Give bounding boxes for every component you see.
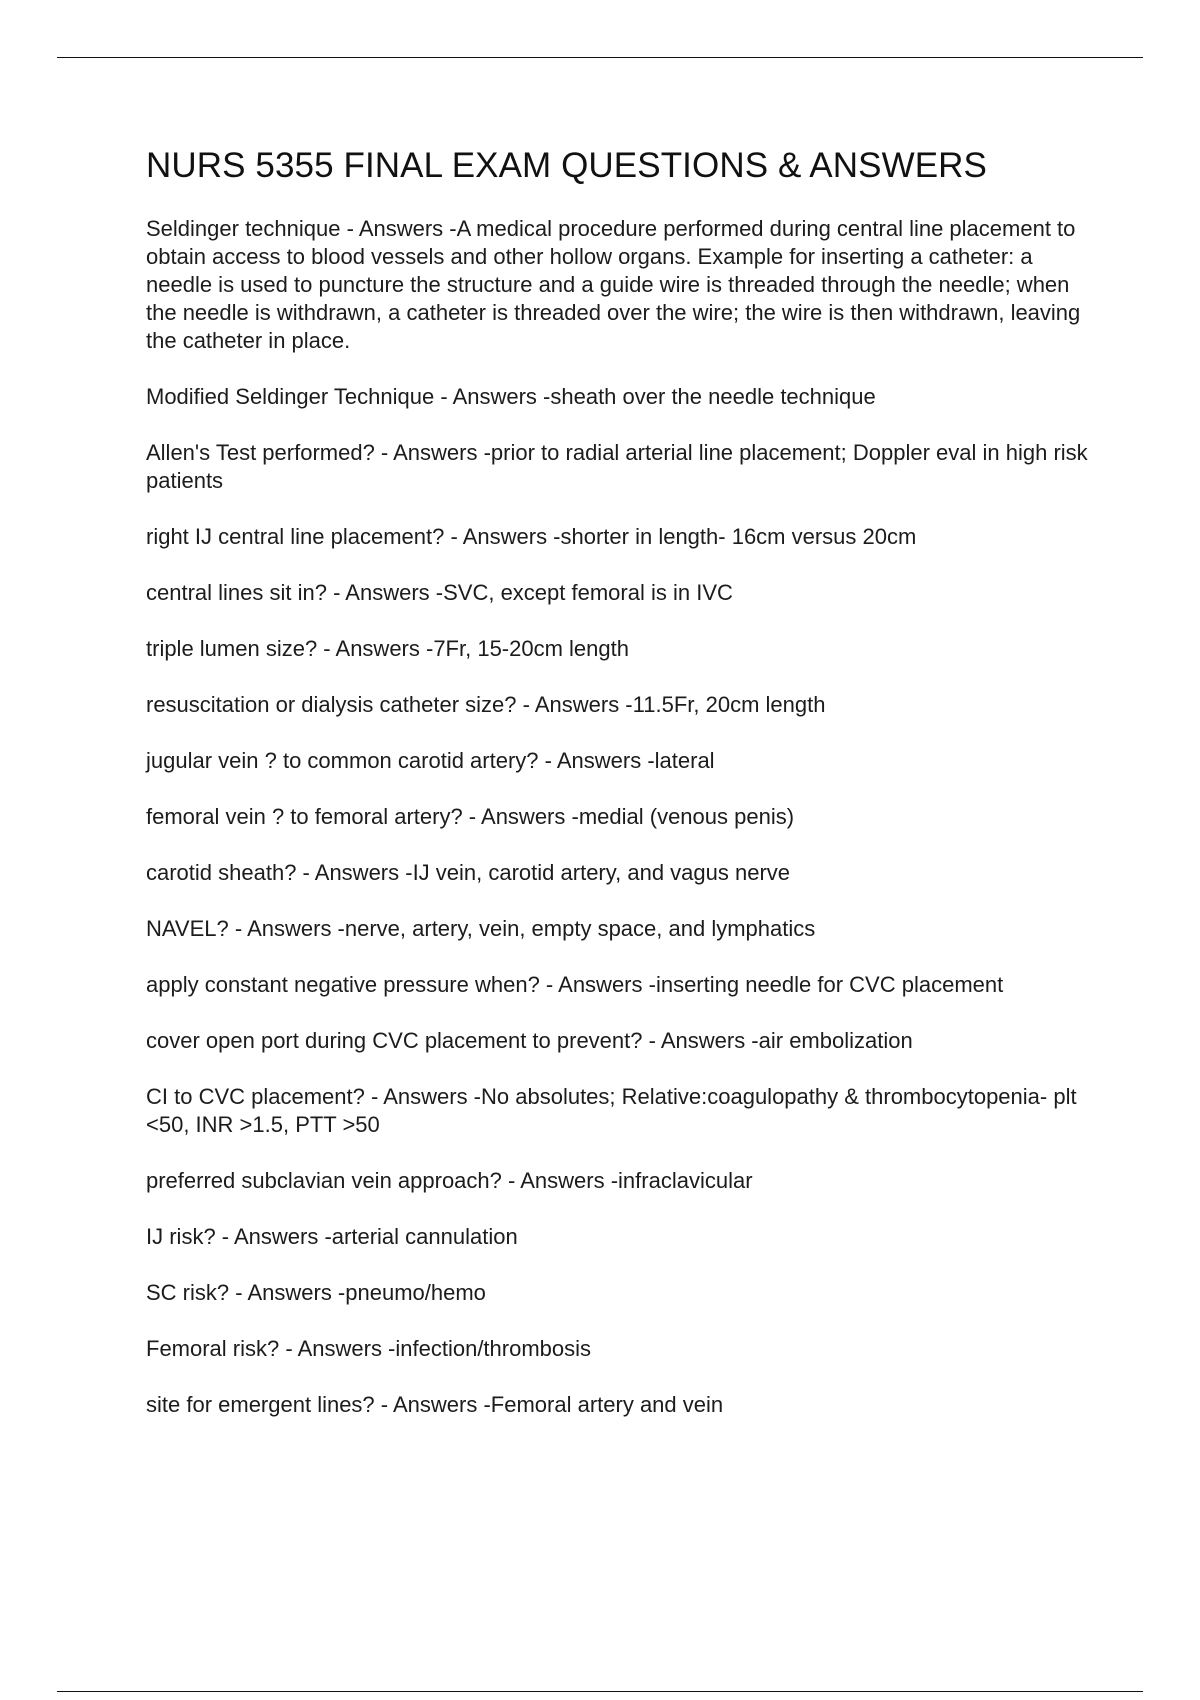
qa-femoral-vein: femoral vein ? to femoral artery? - Answers -medial (venous penis)	[146, 804, 795, 829]
qa-ij-risk: IJ risk? - Answers -arterial cannulation	[146, 1224, 518, 1249]
qa-triple-lumen-size: triple lumen size? - Answers -7Fr, 15-20cm length	[146, 636, 629, 661]
qa-negative-pressure: apply constant negative pressure when? - Answers -inserting needle for CVC placement	[146, 972, 1004, 997]
qa-subclavian-approach: preferred subclavian vein approach? - Answers -infraclavicular	[146, 1168, 753, 1193]
qa-jugular-vein: jugular vein ? to common carotid artery? - Answers -lateral	[146, 748, 715, 773]
footer-rule	[57, 1691, 1143, 1692]
qa-seldinger-technique: Seldinger technique - Answers -A medical procedure performed during central line placement to obtain access to blood vessels and other hollow organs. Example for inserting a catheter: a needle is used to puncture the structure and a guide wire is threaded through the needle; when the needle is withdrawn, a catheter is threaded over the wire; the wire is then withdrawn, leaving the catheter in place.	[146, 216, 1081, 353]
qa-sc-risk: SC risk? - Answers -pneumo/hemo	[146, 1280, 486, 1305]
qa-cover-open-port: cover open port during CVC placement to prevent? - Answers -air embolization	[146, 1028, 913, 1053]
qa-central-lines-sit: central lines sit in? - Answers -SVC, except femoral is in IVC	[146, 580, 733, 605]
qa-allens-test: Allen's Test performed? - Answers -prior to radial arterial line placement; Doppler eval in high risk patients	[146, 440, 1088, 493]
document-body	[146, 140, 1096, 1447]
qa-dialysis-catheter-size: resuscitation or dialysis catheter size? - Answers -11.5Fr, 20cm length	[146, 692, 826, 717]
qa-navel: NAVEL? - Answers -nerve, artery, vein, empty space, and lymphatics	[146, 916, 816, 941]
header-rule	[57, 57, 1143, 58]
qa-right-ij-placement: right IJ central line placement? - Answers -shorter in length- 16cm versus 20cm	[146, 524, 917, 549]
qa-emergent-lines-site: site for emergent lines? - Answers -Femoral artery and vein	[146, 1392, 724, 1417]
qa-femoral-risk: Femoral risk? - Answers -infection/thrombosis	[146, 1336, 592, 1361]
qa-ci-cvc-placement: CI to CVC placement? - Answers -No absolutes; Relative:coagulopathy & thrombocytopenia- plt <50, INR >1.5, PTT >50	[146, 1084, 1077, 1137]
document-title: NURS 5355 FINAL EXAM QUESTIONS & ANSWERS	[146, 146, 987, 185]
qa-carotid-sheath: carotid sheath? - Answers -IJ vein, carotid artery, and vagus nerve	[146, 860, 791, 885]
qa-modified-seldinger: Modified Seldinger Technique - Answers -sheath over the needle technique	[146, 384, 876, 409]
